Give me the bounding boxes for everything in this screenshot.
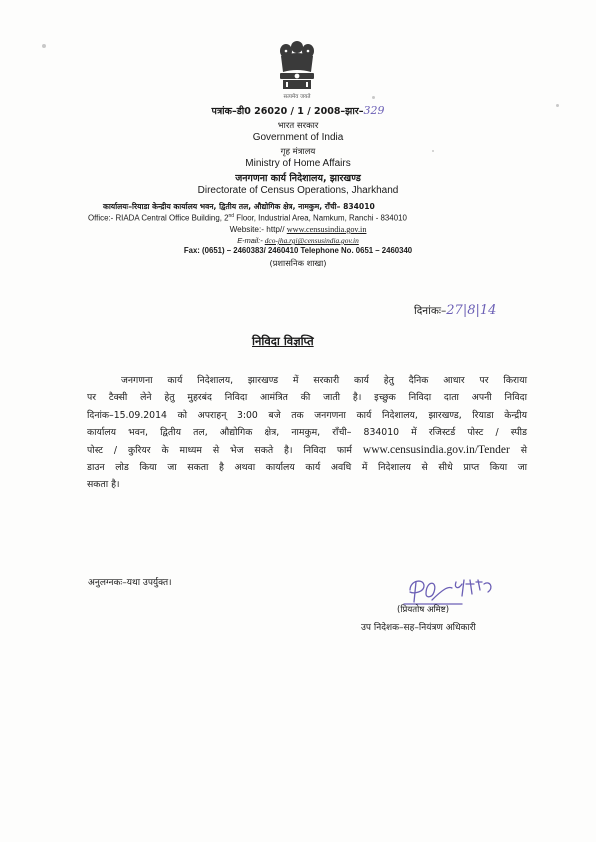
office-address-hindi: कार्यालयः–रियाडा केन्द्रीय कार्यालय भवन, द्वितीय तल, औद्योगिक क्षेत्र, नामकुम, रॉंची– 834010 <box>103 202 375 211</box>
govt-hindi: भारत सरकार <box>277 121 319 131</box>
ministry-english: Ministry of Home Affairs <box>245 158 351 169</box>
reference-printed: पत्रांक–डी0 26020 / 1 / 2008–झार– <box>211 106 364 117</box>
enclosure-note: अनुलग्नकः–यथा उपर्युक्त। <box>88 578 172 588</box>
website-label: Website:- http// <box>229 225 287 234</box>
notice-line: कार्यालय भवन, द्वितीय तल, औद्योगिक क्षेत्र, नामकुम, रॉंची– 834010 में रजिस्टर्ड पोस्ट / स्पीड <box>87 427 527 439</box>
directorate-hindi: जनगणना कार्य निदेशालय, झारखण्ड <box>235 173 361 184</box>
scan-speck <box>42 44 46 48</box>
fax-telephone-line: Fax: (0651) – 2460383/ 2460410 Telephone No. 0651 – 2460340 <box>183 246 413 255</box>
date-label: दिनांकः– <box>414 305 447 317</box>
handwritten-signature <box>402 574 502 624</box>
notice-line: जनगणना कार्य निदेशालय, झारखण्ड में सरकारी कार्य हेतु दैनिक आधार पर किराया <box>121 375 527 386</box>
notice-line-with-link: पोस्ट / कुरियर के माध्यम से भेज सकते है। निविदा फार्म www.censusindia.gov.in/Tender से <box>87 443 527 456</box>
emblem-caption: सत्यमेव जयते <box>283 94 311 100</box>
email-link[interactable]: dco-jha.rgi@censusindia.gov.in <box>264 236 359 245</box>
notice-line: दिनांक–15.09.2014 को अपराहन् 3:00 बजे तक जनगणना कार्य निदेशालय, झारखण्ड, रियाडा केन्द्रीय <box>87 409 527 421</box>
office-address-english: Office:- RIADA Central Office Building, 2nd Floor, Industrial Area, Namkum, Ranchi - 834010 <box>88 213 407 223</box>
national-emblem-icon <box>272 38 322 102</box>
govt-english: Government of India <box>252 132 344 143</box>
notice-line: पर टैक्सी लेने हेतु मुहरबंद निविदा आमंत्रित की जाती है। इच्छुक निविदा दाता अपनी निविदा <box>87 392 527 404</box>
website-line <box>0 225 596 234</box>
signatory-designation: उप निदेशक–सह–नियंत्रण अधिकारी <box>361 623 476 633</box>
tender-link[interactable]: www.censusindia.gov.in/Tender <box>362 443 510 456</box>
website-link[interactable]: www.censusindia.gov.in <box>286 225 367 234</box>
branch-name: (प्रशासनिक शाखा) <box>269 258 327 268</box>
notice-line: डाउन लोड किया जा सकता है अथवा कार्यालय कार्य अवधि में निदेशालय से सीधे प्राप्त किया जा <box>87 461 527 473</box>
scan-speck <box>372 96 375 99</box>
reference-handwritten: 329 <box>363 104 385 117</box>
notice-title: निविदा विज्ञप्ति <box>252 334 314 348</box>
date-line <box>414 303 496 318</box>
email-label: E-mail:- <box>237 236 265 245</box>
date-handwritten: 27|8|14 <box>446 303 497 318</box>
notice-line: सकता है। <box>87 479 120 491</box>
notice-body <box>87 372 527 494</box>
directorate-english: Directorate of Census Operations, Jharkhand <box>197 185 399 196</box>
ministry-hindi: गृह मंत्रालय <box>280 147 316 157</box>
email-line <box>0 236 596 245</box>
signatory-name: (प्रियतोष अमिष्ट) <box>397 605 450 615</box>
reference-number <box>0 104 596 117</box>
